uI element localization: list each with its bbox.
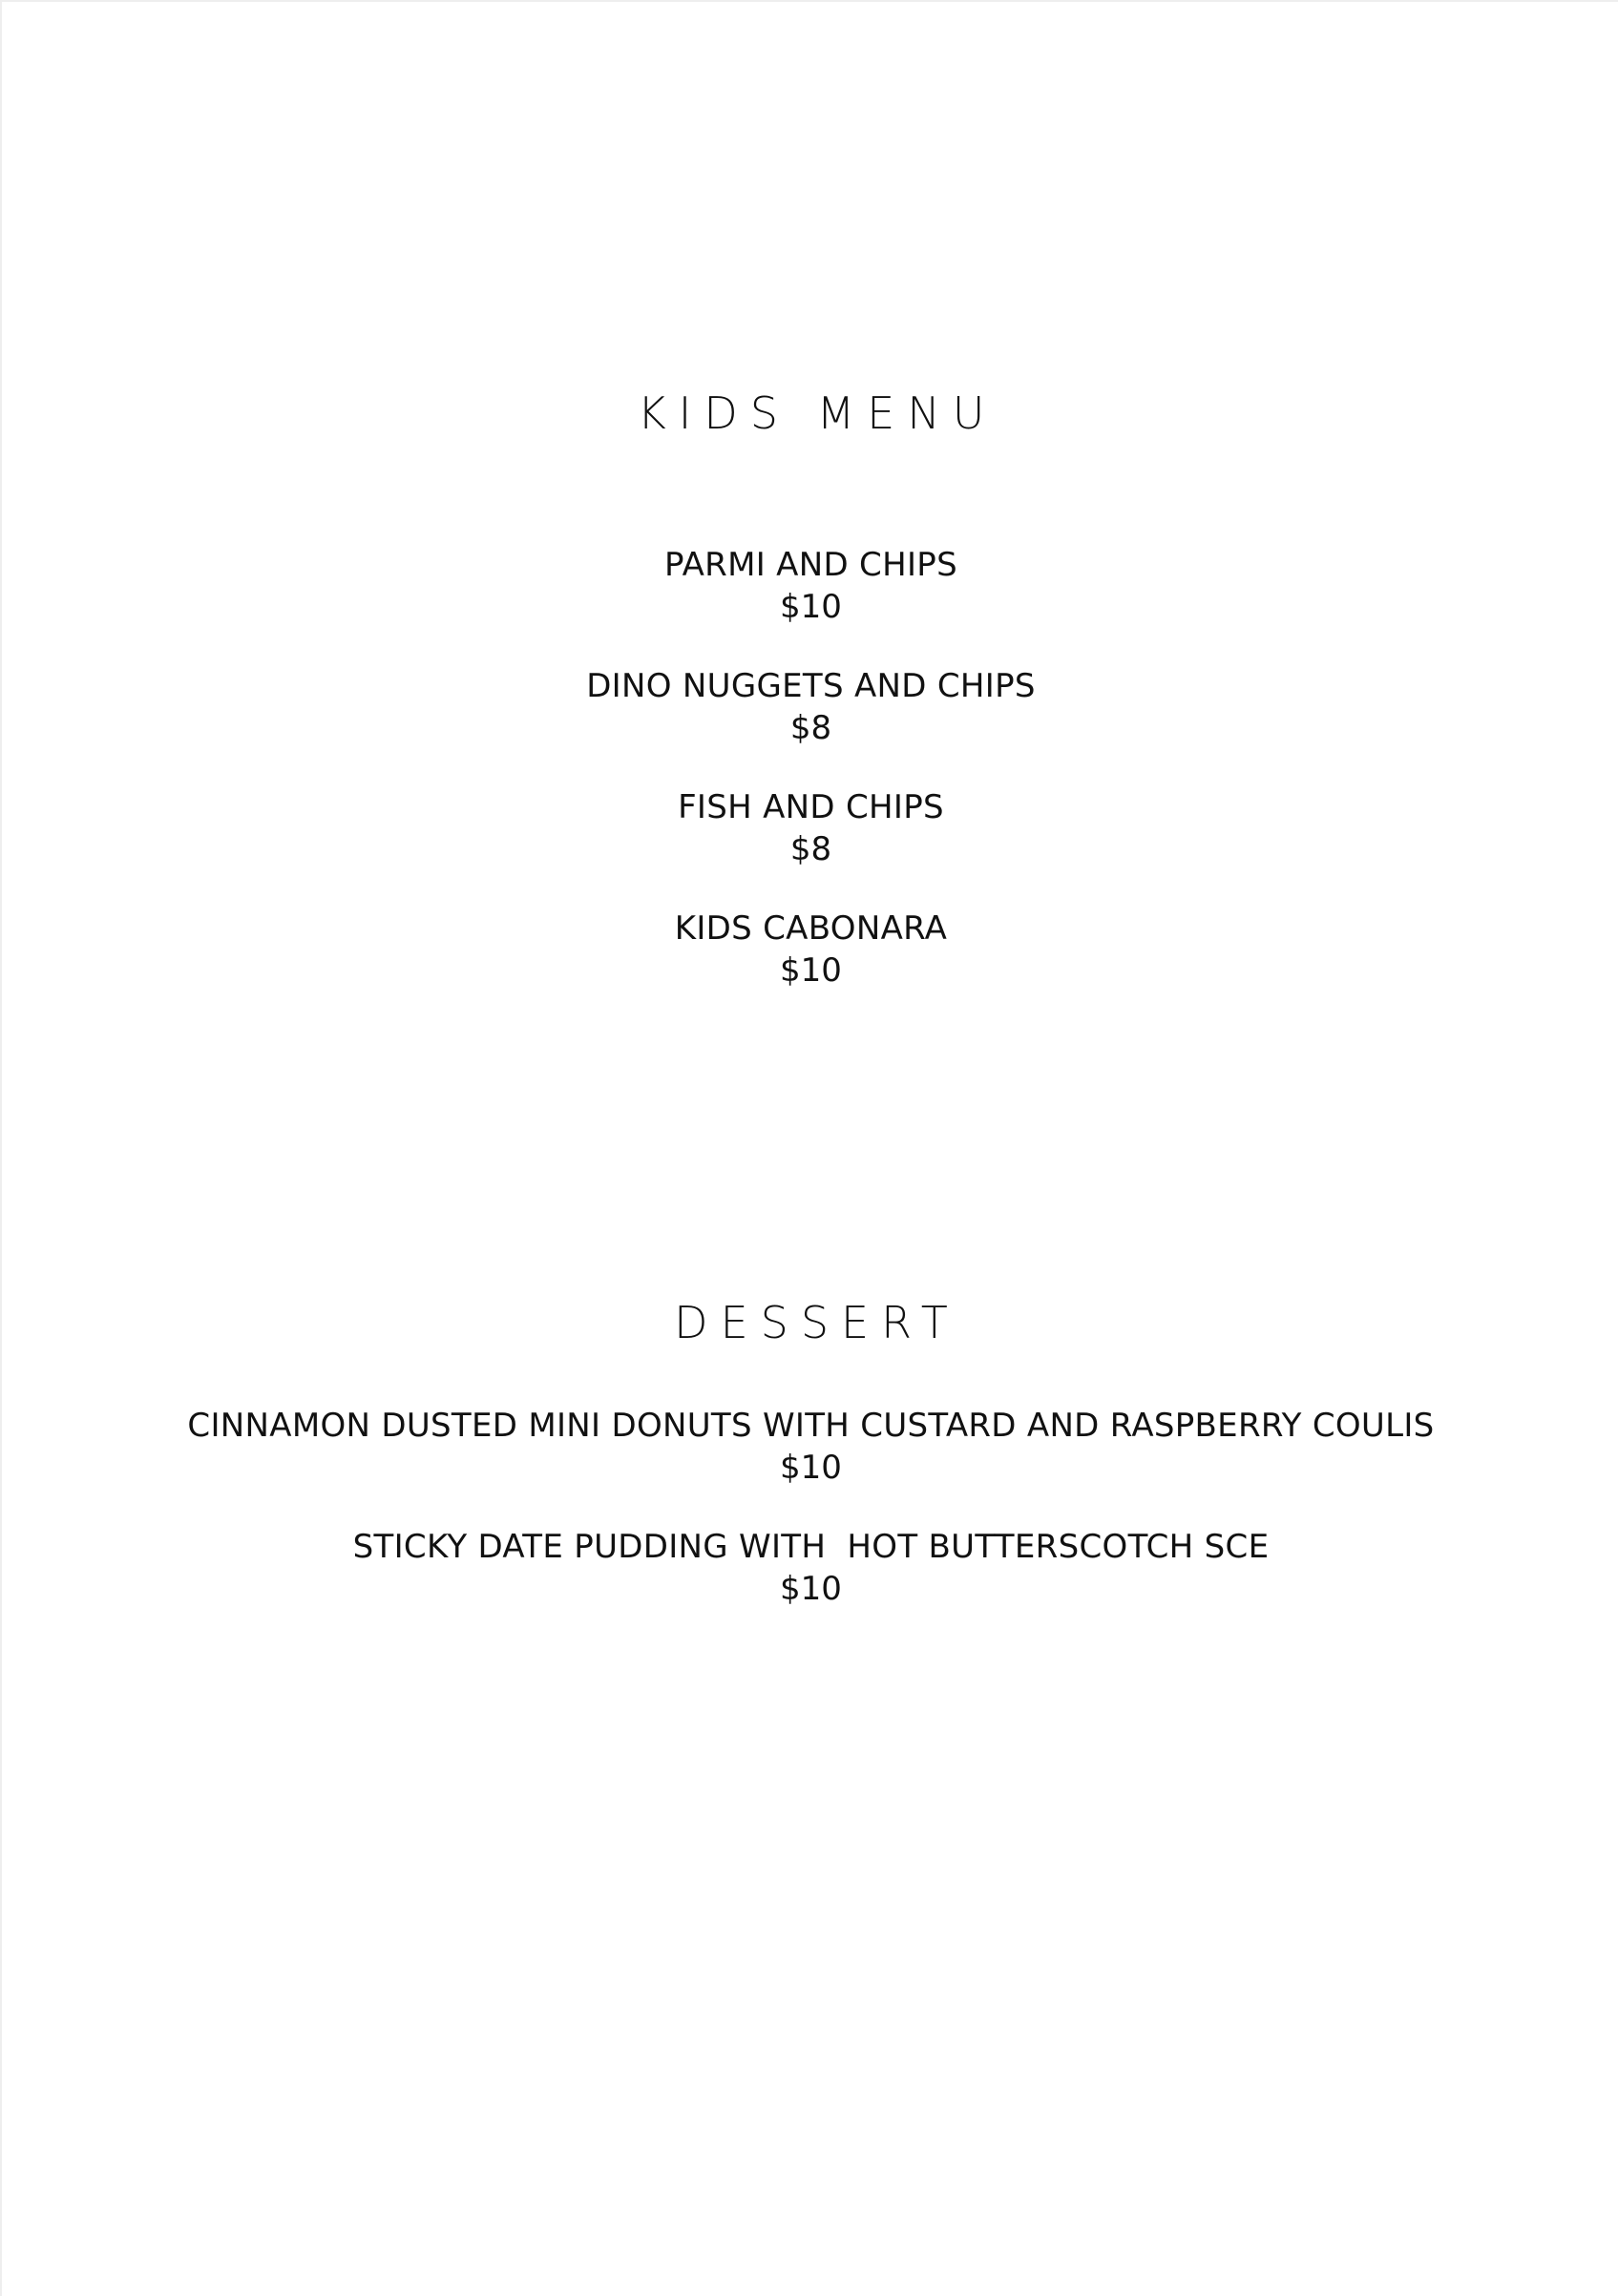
item-name: FISH AND CHIPS [678, 788, 944, 826]
item-name: CINNAMON DUSTED MINI DONUTS WITH CUSTARD AND RASPBERRY COULIS [187, 1407, 1435, 1445]
item-price: $10 [780, 951, 842, 990]
dessert-list [2, 1405, 1618, 1647]
item-name: STICKY DATE PUDDING WITH HOT BUTTERSCOTCH SCE [352, 1528, 1270, 1566]
item-price: $10 [780, 588, 842, 626]
menu-item [2, 786, 1618, 870]
item-price: $10 [780, 1570, 842, 1608]
menu-item [2, 1405, 1618, 1489]
item-price: $8 [789, 830, 832, 868]
kids-menu-list [2, 544, 1618, 1029]
menu-item [2, 665, 1618, 749]
item-name: DINO NUGGETS AND CHIPS [586, 667, 1036, 705]
menu-item [2, 1526, 1618, 1610]
item-name: PARMI AND CHIPS [664, 546, 957, 584]
item-name: KIDS CABONARA [674, 909, 948, 948]
menu-item [2, 544, 1618, 628]
item-price: $10 [780, 1449, 842, 1487]
item-price: $8 [789, 709, 832, 747]
kids-menu-title: KIDS MENU [637, 387, 998, 439]
dessert-title: DESSERT [674, 1297, 960, 1348]
menu-item [2, 908, 1618, 991]
